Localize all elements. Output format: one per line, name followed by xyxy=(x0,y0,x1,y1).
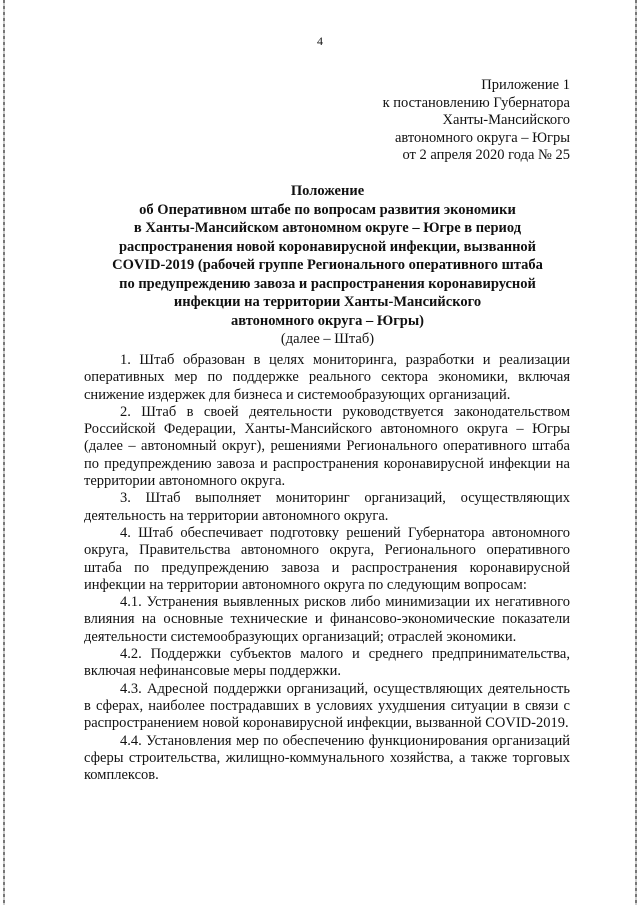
title-heading: Положение xyxy=(290,183,365,199)
paragraph-2: 2. Штаб в своей деятельности руководствуется законодательством Российской Федерации, Ханты-Мансийского автономного округа – Югры (далее – автономный округ), решениями Регионального оперативного штаба по предупреждению завоза и распространения коронавирусной инфекции на территории автономного округа. xyxy=(84,403,570,490)
scan-edge-left xyxy=(3,0,5,905)
document-title xyxy=(90,182,565,349)
document-body xyxy=(84,352,570,784)
paragraph-4-4: 4.4. Установления мер по обеспечению функционирования организаций сферы строительства, жилищно-коммунального хозяйства, а также торговых комплексов. xyxy=(84,732,570,784)
paragraph-1: 1. Штаб образован в целях мониторинга, разработки и реализации оперативных мер по поддержке реального сектора экономики, включая снижение издержек для бизнеса и системообразующих организаций. xyxy=(84,352,570,403)
title-line: COVID-2019 (рабочей группе Регионального оперативного штаба xyxy=(112,257,543,273)
annex-block xyxy=(290,77,570,165)
paragraph-4-3: 4.3. Адресной поддержки организаций, осуществляющих деятельность в сферах, наиболее пострадавших в условиях ухудшения ситуации в связи с распространением новой коронавирусной инфекции, вызванной COVID-2019. xyxy=(84,680,570,732)
title-line: распространения новой коронавирусной инфекции, вызванной xyxy=(118,238,537,255)
annex-line: Ханты-Мансийского xyxy=(442,112,570,128)
title-line: инфекции на территории Ханты-Мансийского xyxy=(173,294,482,310)
title-suffix: (далее – Штаб) xyxy=(280,331,375,347)
title-line: в Ханты-Мансийском автономном округе – Югре в период xyxy=(133,220,522,236)
paragraph-4-1: 4.1. Устранения выявленных рисков либо минимизации их негативного влияния на основные технические и финансово-экономические показатели деятельности системообразующих организаций; отраслей экономики. xyxy=(84,594,570,645)
annex-line: от 2 апреля 2020 года № 25 xyxy=(402,147,570,163)
title-line: об Оперативном штабе по вопросам развития экономики xyxy=(139,201,516,218)
title-line: автономного округа – Югры) xyxy=(231,312,424,329)
paragraph-4-2: 4.2. Поддержки субъектов малого и среднего предпринимательства, включая нефинансовые меры поддержки. xyxy=(84,646,570,680)
annex-line: к постановлению Губернатора xyxy=(382,94,570,111)
paragraph-3: 3. Штаб выполняет мониторинг организаций, осуществляющих деятельность на территории автономного округа. xyxy=(84,490,570,524)
annex-line: автономного округа – Югры xyxy=(394,129,570,146)
paragraph-4: 4. Штаб обеспечивает подготовку решений Губернатора автономного округа, Правительства автономного округа, Регионального оперативного штаба по предупреждению завоза и распространения коронавирусной инфекции на территории автономного округа по следующим вопросам: xyxy=(84,524,570,593)
annex-line: Приложение 1 xyxy=(481,77,570,93)
title-line: по предупреждению завоза и распространения коронавирусной xyxy=(119,275,536,292)
scan-edge-right xyxy=(635,0,637,905)
page-number: 4 xyxy=(317,34,323,48)
